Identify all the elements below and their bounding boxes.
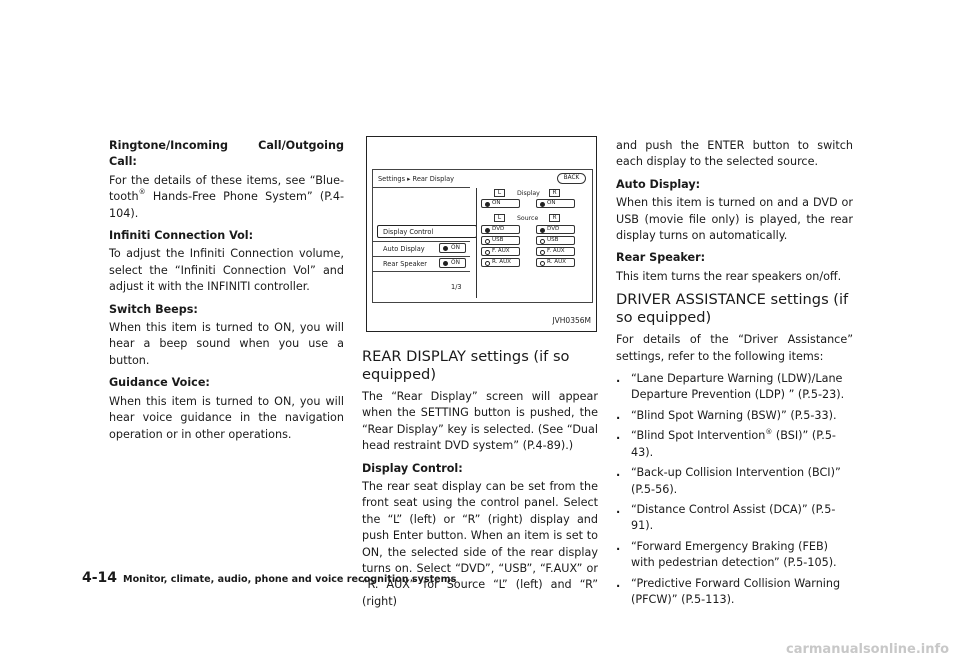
indicator-dot-icon [443, 246, 448, 251]
indicator-dot-icon [540, 228, 545, 233]
column-right [616, 138, 853, 612]
auto-display-on-button[interactable]: ON [439, 243, 466, 253]
menu-item-rear-speaker[interactable]: Rear Speaker [383, 260, 428, 268]
paragraph-auto-display: When this item is turned on and a DVD or USB (movie file only) is played, the rear display turns on automatically. [616, 196, 853, 243]
screen-title: Settings ▸ Rear Display [378, 175, 455, 183]
source-left-label: L [494, 214, 505, 222]
display-left-label: L [494, 189, 505, 197]
paragraph-switch-beeps: When this item is turned to ON, you will hear a beep sound when you use a button. [109, 321, 344, 367]
list-item: . “Back-up Collision Intervention (BCI)” (P.5-56). [616, 466, 841, 496]
paragraph-continued: and push the ENTER button to switch each display to the selected source. [616, 139, 853, 169]
driver-assistance-list [616, 371, 853, 608]
indicator-dot-icon [540, 202, 545, 207]
menu-item-display-control[interactable]: Display Control [383, 228, 434, 236]
menu-divider [373, 241, 470, 242]
indicator-ring-icon [485, 261, 490, 266]
indicator-dot-icon [485, 228, 490, 233]
title-underline [373, 187, 470, 188]
source-right-label: R [549, 214, 560, 222]
list-item: . “Lane Departure Warning (LDW)/Lane Departure Prevention (LDP) ” (P.5-23). [616, 372, 845, 402]
rear-display-screen [372, 169, 593, 303]
heading-rear-display-settings: REAR DISPLAY settings (if so equipped) [362, 348, 570, 383]
watermark: carmanualsonline.info [786, 642, 950, 657]
indicator-ring-icon [540, 250, 545, 255]
paragraph-ringtone: For the details of these items, see “Blue- tooth® Hands-Free Phone System” (P.4- 104). [109, 173, 344, 220]
heading-guidance-voice: Guidance Voice: [109, 376, 210, 390]
menu-item-auto-display[interactable]: Auto Display [383, 245, 425, 253]
paragraph-infiniti-connection: To adjust the Infiniti Connection volume, select the “Infiniti Connection Vol” and adjust it with the INFINITI controller. [109, 247, 344, 294]
heading-rear-speaker: Rear Speaker: [616, 251, 706, 265]
heading-driver-assistance-settings: DRIVER ASSISTANCE settings (if so equipped) [616, 291, 849, 327]
source-right-faux-button[interactable]: F. AUX [536, 247, 575, 256]
list-item: . “Blind Spot Intervention® (BSI)” (P.5- 43). [616, 427, 836, 459]
display-left-on-button[interactable]: ON [481, 199, 520, 208]
menu-divider [373, 256, 470, 257]
heading-ringtone: Ringtone/Incoming Call/Outgoing Call: [109, 139, 344, 169]
heading-display-control: Display Control: [362, 461, 463, 475]
back-button[interactable]: BACK [557, 173, 586, 184]
page-indicator: 1/3 [451, 283, 462, 291]
indicator-ring-icon [540, 239, 545, 244]
list-item: . “Blind Spot Warning (BSW)” (P.5-33). [616, 408, 837, 422]
paragraph-display-control: The rear seat display can be set from the front seat using the control panel. Select the “L” (left) or “R” (right) display and push Enter button. When an item is set to ON, the selected side of the rear display turns on. Select “DVD”, “USB”, “F.AUX” or “R. AUX” for Source “L” (left) and “R” (right) [362, 480, 598, 608]
source-right-dvd-button[interactable]: DVD [536, 225, 575, 234]
page-footer [82, 567, 456, 586]
source-left-usb-button[interactable]: USB [481, 236, 520, 245]
source-right-raux-button[interactable]: R. AUX [536, 258, 575, 267]
source-left-raux-button[interactable]: R. AUX [481, 258, 520, 267]
rear-speaker-on-button[interactable]: ON [439, 258, 466, 268]
paragraph-driver-assistance-intro: For details of the “Driver Assistance” settings, refer to the following items: [616, 333, 853, 363]
source-left-faux-button[interactable]: F. AUX [481, 247, 520, 256]
indicator-ring-icon [485, 239, 490, 244]
list-item: . “Forward Emergency Braking (FEB) with pedestrian detection” (P.5-105). [616, 539, 837, 570]
indicator-ring-icon [540, 261, 545, 266]
column-left [109, 138, 344, 449]
display-right-on-button[interactable]: ON [536, 199, 575, 208]
rear-display-figure [366, 136, 597, 332]
heading-infiniti-connection: Infiniti Connection Vol: [109, 229, 254, 243]
paragraph-rear-speaker: This item turns the rear speakers on/off. [616, 269, 842, 283]
list-item: . “Distance Control Assist (DCA)” (P.5- 91). [616, 502, 836, 533]
footer-text: Monitor, climate, audio, phone and voice recognition systems [123, 574, 457, 585]
page-number: 4-14 [82, 570, 118, 586]
panel-divider [476, 188, 477, 298]
paragraph-guidance-voice: When this item is turned to ON, you will hear voice guidance in the navigation operation or in other operations. [109, 394, 344, 441]
source-left-dvd-button[interactable]: DVD [481, 225, 520, 234]
indicator-dot-icon [485, 202, 490, 207]
figure-id: JVH0356M [552, 316, 591, 325]
display-label: Display [517, 190, 540, 197]
paragraph-rear-display-intro: The “Rear Display” screen will appear when the SETTING button is pushed, the “Rear Display” key is selected. (See “Dual head restraint DVD system” (P.4-89).) [362, 390, 598, 453]
indicator-ring-icon [485, 250, 490, 255]
heading-auto-display: Auto Display: [616, 177, 701, 191]
source-label: Source [517, 215, 539, 222]
menu-divider [373, 271, 470, 272]
indicator-dot-icon [443, 261, 448, 266]
source-right-usb-button[interactable]: USB [536, 236, 575, 245]
heading-switch-beeps: Switch Beeps: [109, 302, 198, 316]
display-right-label: R [549, 189, 560, 197]
list-item: . “Predictive Forward Collision Warning (PFCW)” (P.5-113). [616, 576, 841, 606]
